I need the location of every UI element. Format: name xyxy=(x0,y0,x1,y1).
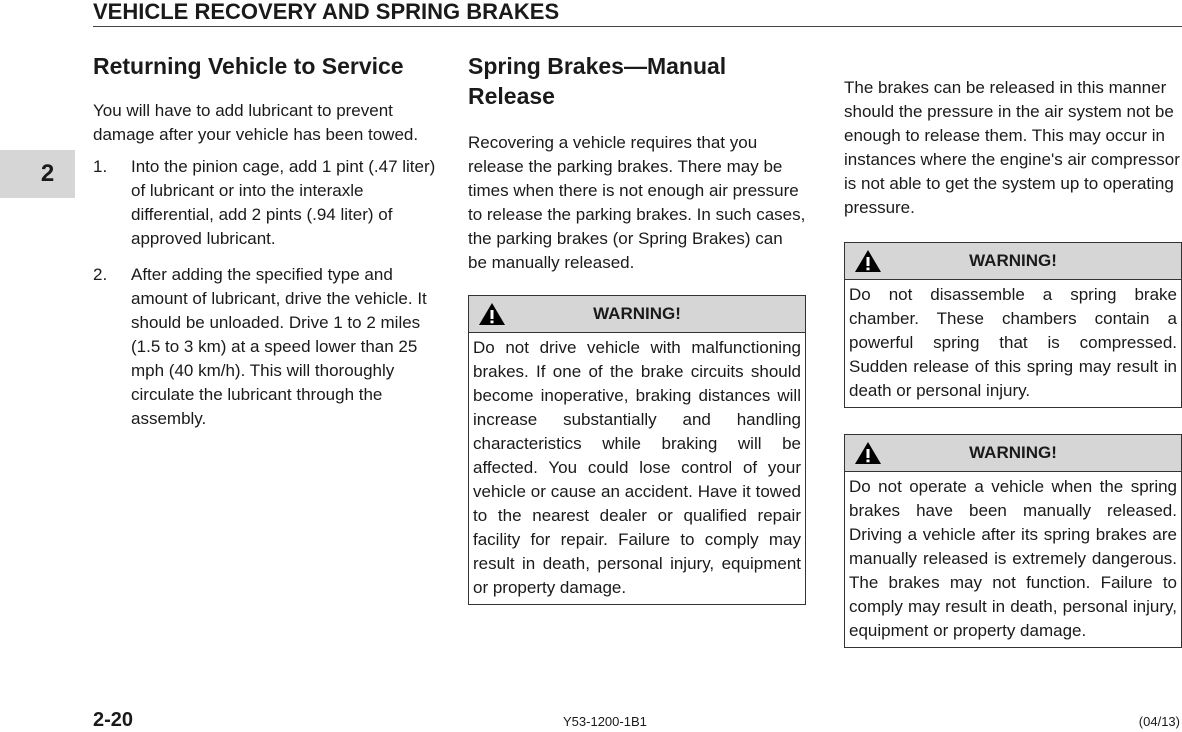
column-returning-to-service xyxy=(93,51,438,443)
warning-header xyxy=(845,435,1181,472)
section-heading-spring-brakes: Spring Brakes—Manual Release xyxy=(468,53,727,109)
warning-box-operate xyxy=(844,434,1182,648)
chapter-number: 2 xyxy=(40,160,55,187)
warning-text: Do not operate a vehicle when the spring brakes have been manually released. Driving a vehicle after its spring brakes are manually released is extremely dangerous. The brakes may not function. Failure to comply may result in death, personal injury, equipment or property damage. xyxy=(849,477,1177,640)
page-title: VEHICLE RECOVERY AND SPRING BRAKES xyxy=(93,0,1182,27)
section-heading-returning: Returning Vehicle to Service xyxy=(93,53,404,79)
step-number: 1. xyxy=(93,157,108,176)
chapter-tab xyxy=(0,150,75,198)
returning-steps xyxy=(93,155,438,431)
warning-title: WARNING! xyxy=(969,251,1057,270)
release-conditions-text: The brakes can be released in this manner should the pressure in the air system not be enough to release them. This may occur in instances where the engine's air compressor is not able to get the system up to operating pressure. xyxy=(844,78,1180,217)
warning-box-disassemble xyxy=(844,242,1182,408)
list-item xyxy=(93,263,438,431)
column-release-conditions xyxy=(844,76,1182,648)
step-text: Into the pinion cage, add 1 pint (.47 liter) of lubricant or into the interaxle differential, add 2 pints (.94 liter) of approved lubricant. xyxy=(131,157,436,248)
warning-box-malfunction xyxy=(468,295,806,605)
revision-date: (04/13) xyxy=(1138,714,1180,729)
warning-header xyxy=(469,296,805,333)
step-number: 2. xyxy=(93,265,108,284)
spring-brakes-intro: Recovering a vehicle requires that you release the parking brakes. There may be times when there is not enough air pressure to release the parking brakes. In such cases, the parking brakes (or Spring Brakes) can be manually released. xyxy=(468,133,806,272)
column-spring-brakes xyxy=(468,51,806,605)
step-text: After adding the specified type and amount of lubricant, drive the vehicle. It should be unloaded. Drive 1 to 2 miles (1.5 to 3 km) at a speed lower than 25 mph (40 km/h). This will thoroughly circulate the lubricant through the assembly. xyxy=(131,265,427,428)
warning-text: Do not disassemble a spring brake chamber. These chambers contain a powerful spring that is compressed. Sudden release of this spring may result in death or personal injury. xyxy=(849,285,1177,400)
warning-title: WARNING! xyxy=(969,443,1057,462)
list-item xyxy=(93,155,438,251)
page-number: 2-20 xyxy=(93,709,134,731)
document-code: Y53-1200-1B1 xyxy=(563,714,647,729)
warning-header xyxy=(845,243,1181,280)
warning-text: Do not drive vehicle with malfunctioning brakes. If one of the brake circuits should become inoperative, braking distances will increase substantially and handling characteristics while braking will be affected. You could lose control of your vehicle or cause an accident. Have it towed to the nearest dealer or qualified repair facility for repair. Failure to comply may result in death, personal injury, equipment or property damage. xyxy=(473,338,801,597)
returning-intro: You will have to add lubricant to prevent damage after your vehicle has been towed. xyxy=(93,101,419,144)
warning-title: WARNING! xyxy=(593,304,681,323)
